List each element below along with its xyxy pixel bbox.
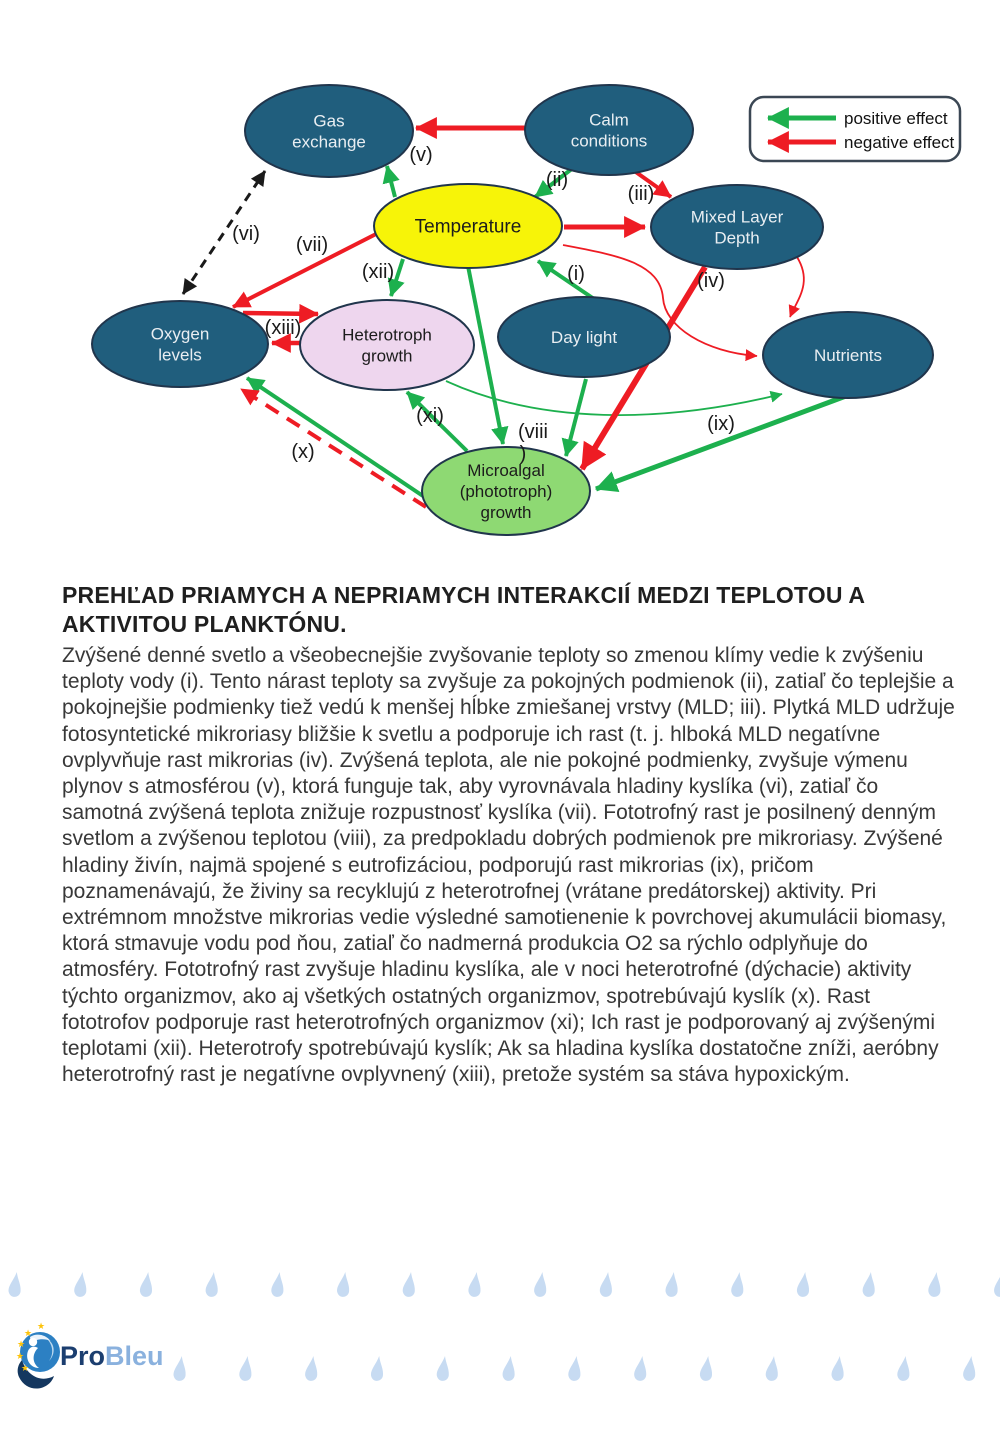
water-drop-icon (239, 1356, 251, 1381)
node-day-light-label: Day light (550, 327, 618, 347)
caption-body: Zvýšené denné svetlo a všeobecnejšie zvyšovanie teploty so zmenou klímy vedie k zvýšeniu teploty vody (i). Tento nárast teploty sa zvyšuje za pokojných podmienok (ii), zatiaľ čo teplejšie a pokojnejšie podmienky tiež vedú k menšej hĺbke zmiešanej vrstvy (MLD; iii). Plytká MLD udržuje fotosyntetické mikroriasy bližšie k svetlu a podporuje ich rast (t. j. hlboká MLD negatívne ovplyvňuje rast mikrorias (iv). Zvýšená teplota, ale nie pokojné podmienky, zvyšuje výmenu plynov s atmosférou (v), ktorá funguje tak, aby vyrovnávala hladiny kyslíka (vi), zatiaľ čo samotná zvýšená teplota znižuje rozpustnosť kyslíka (vii). Fototrofný rast je posilnený denným svetlom a zvýšenou teplotou (viii), za predpokladu dobrých podmienok pre mikroriasy. Zvýšené hladiny živín, najmä spojené s eutrofizáciou, podporujú rast mikrorias (ix), pričom poznamenávajú, že živiny sa recyklujú z heterotrofnej (vrátane predátorskej) aktivity. Pri extrémnom množstve mikrorias vedie výsledné samotienenie k povrchovej akumulácii biomasy, ktorá stmavuje vodu pod ňou, zatiaľ čo nadmerná produkcia O2 sa rýchlo odplyňuje do atmosféry. Fototrofný rast zvyšuje hladinu kyslíka, ale v noci heterotrofné (dýchacie) aktivity týchto organizmov, ako aj všetkých ostatných organizmov, spotrebúvajú kyslík (x). Rast fototrofov podporuje rast heterotrofných organizmov (xi); Ich rast je podporovaný aj zvýšenými teplotami (xii). Heterotrofy spotrebúvajú kyslík; Ak sa hladina kyslíka dostatočne zníži, aeróbny heterotrofný rast je negatívne ovplyvnený (xiii), pretože systém sa stáva hypoxickým. (62, 644, 955, 1087)
edge-oxygen-levels-to-heterotroph-growth (243, 313, 318, 314)
edge-label-x: (x) (291, 441, 315, 463)
logo-star-icon: ★ (15, 1351, 25, 1361)
edge-label-xi: (xi) (416, 405, 444, 427)
caption-block (62, 581, 958, 1088)
probleu-logo (16, 1321, 164, 1389)
water-drop-icon (9, 1272, 21, 1297)
water-drop-icon (666, 1272, 678, 1297)
logo-figure-head (29, 1338, 37, 1346)
water-drop-icon (731, 1272, 743, 1297)
water-drop-icon (468, 1272, 480, 1297)
edge-label-xiii: (xiii) (264, 317, 302, 339)
edge-day-light-to-microalgal-growth (566, 379, 586, 456)
edge-label-xii: (xii) (361, 261, 395, 283)
water-drop-icon (371, 1356, 383, 1381)
water-drop-icon (206, 1272, 218, 1297)
node-oxygen-levels-shape (92, 301, 268, 387)
caption-heading: PREHĽAD PRIAMYCH A NEPRIAMYCH INTERAKCIÍ MEDZI TEPLOTOU A AKTIVITOU PLANKTÓNU. (62, 582, 865, 637)
logo-text-bleu: Bleu (105, 1341, 164, 1371)
legend-label-red: negative effect (844, 133, 955, 152)
edge-mixed-layer-depth-to-nutrients (790, 257, 804, 317)
water-drop-icon (568, 1356, 580, 1381)
node-oxygen-levels (92, 301, 268, 387)
logo-wordmark (60, 1341, 164, 1371)
footer-decoration (0, 1255, 1000, 1444)
edge-label-ii: (ii) (545, 169, 569, 191)
node-mixed-layer-depth-shape (651, 185, 823, 269)
water-drop-icon (403, 1272, 415, 1297)
edge-label-vii: (vii) (295, 234, 329, 256)
node-heterotroph-growth-label: Heterotroph growth (342, 325, 432, 366)
water-drop-icon (634, 1356, 646, 1381)
node-mixed-layer-depth-label: Mixed Layer Depth (690, 207, 784, 248)
water-drop-icon (271, 1272, 283, 1297)
edge-label-viii: (viii (518, 421, 548, 443)
edge-label-vi: (vi) (232, 223, 260, 245)
node-microalgal-growth (422, 447, 590, 535)
water-drop-icon (600, 1272, 612, 1297)
edge-microalgal-growth-to-oxygen-levels (247, 378, 423, 496)
legend (750, 97, 960, 161)
node-calm-conditions (525, 85, 693, 175)
water-drop-icon (174, 1356, 186, 1381)
node-calm-conditions-shape (525, 85, 693, 175)
edge-label-v: (v) (409, 144, 433, 166)
water-drop-icon (337, 1272, 349, 1297)
node-nutrients (763, 312, 933, 398)
logo-star-icon: ★ (23, 1328, 33, 1338)
edge-label-iii: (iii) (627, 183, 655, 205)
node-heterotroph-growth (300, 300, 474, 390)
edge-label-ix: (ix) (707, 413, 735, 435)
water-drop-icon (140, 1272, 152, 1297)
edge-label-: ) (519, 443, 527, 465)
logo-star-icon: ★ (20, 1363, 30, 1373)
node-heterotroph-growth-shape (300, 300, 474, 390)
water-drop-icon (994, 1272, 1000, 1297)
water-drop-icon (305, 1356, 317, 1381)
plankton-interaction-diagram (0, 0, 1000, 565)
water-drop-icon (534, 1272, 546, 1297)
edge-temperature-to-gas-exchange (387, 166, 395, 197)
water-drop-icon (963, 1356, 975, 1381)
water-drop-icon (766, 1356, 778, 1381)
logo-star-icon: ★ (16, 1339, 26, 1349)
water-drop-icon (928, 1272, 940, 1297)
water-drop-icon (503, 1356, 515, 1381)
water-drop-icon (700, 1356, 712, 1381)
node-temperature (374, 184, 562, 268)
logo-star-icon: ★ (36, 1321, 46, 1331)
water-drop-icon (863, 1272, 875, 1297)
node-nutrients-label: Nutrients (813, 345, 883, 365)
node-day-light (498, 297, 670, 377)
node-calm-conditions-label: Calm conditions (570, 110, 648, 151)
edge-label-i: (i) (567, 263, 585, 285)
legend-label-green: positive effect (844, 109, 948, 128)
water-drop-icon (832, 1356, 844, 1381)
water-drop-icon (797, 1272, 809, 1297)
edge-nutrients-to-microalgal-growth (596, 396, 846, 489)
node-gas-exchange-shape (245, 85, 413, 177)
logo-text-pro: Pro (60, 1341, 106, 1371)
edge-label-iv: (iv) (697, 270, 725, 292)
node-mixed-layer-depth (651, 185, 823, 269)
water-drop-icon (74, 1272, 86, 1297)
node-temperature-label: Temperature (414, 216, 522, 238)
node-microalgal-growth-label: Microalgal (phototroph) growth (459, 460, 553, 522)
node-oxygen-levels-label: Oxygen levels (150, 324, 210, 365)
edge-temperature-to-microalgal-growth (468, 266, 503, 444)
node-gas-exchange (245, 85, 413, 177)
water-drop-icon (897, 1356, 909, 1381)
node-gas-exchange-label: Gas exchange (292, 111, 366, 152)
water-drop-icon (437, 1356, 449, 1381)
edge-microalgal-growth-to-oxygen-levels (241, 389, 426, 507)
